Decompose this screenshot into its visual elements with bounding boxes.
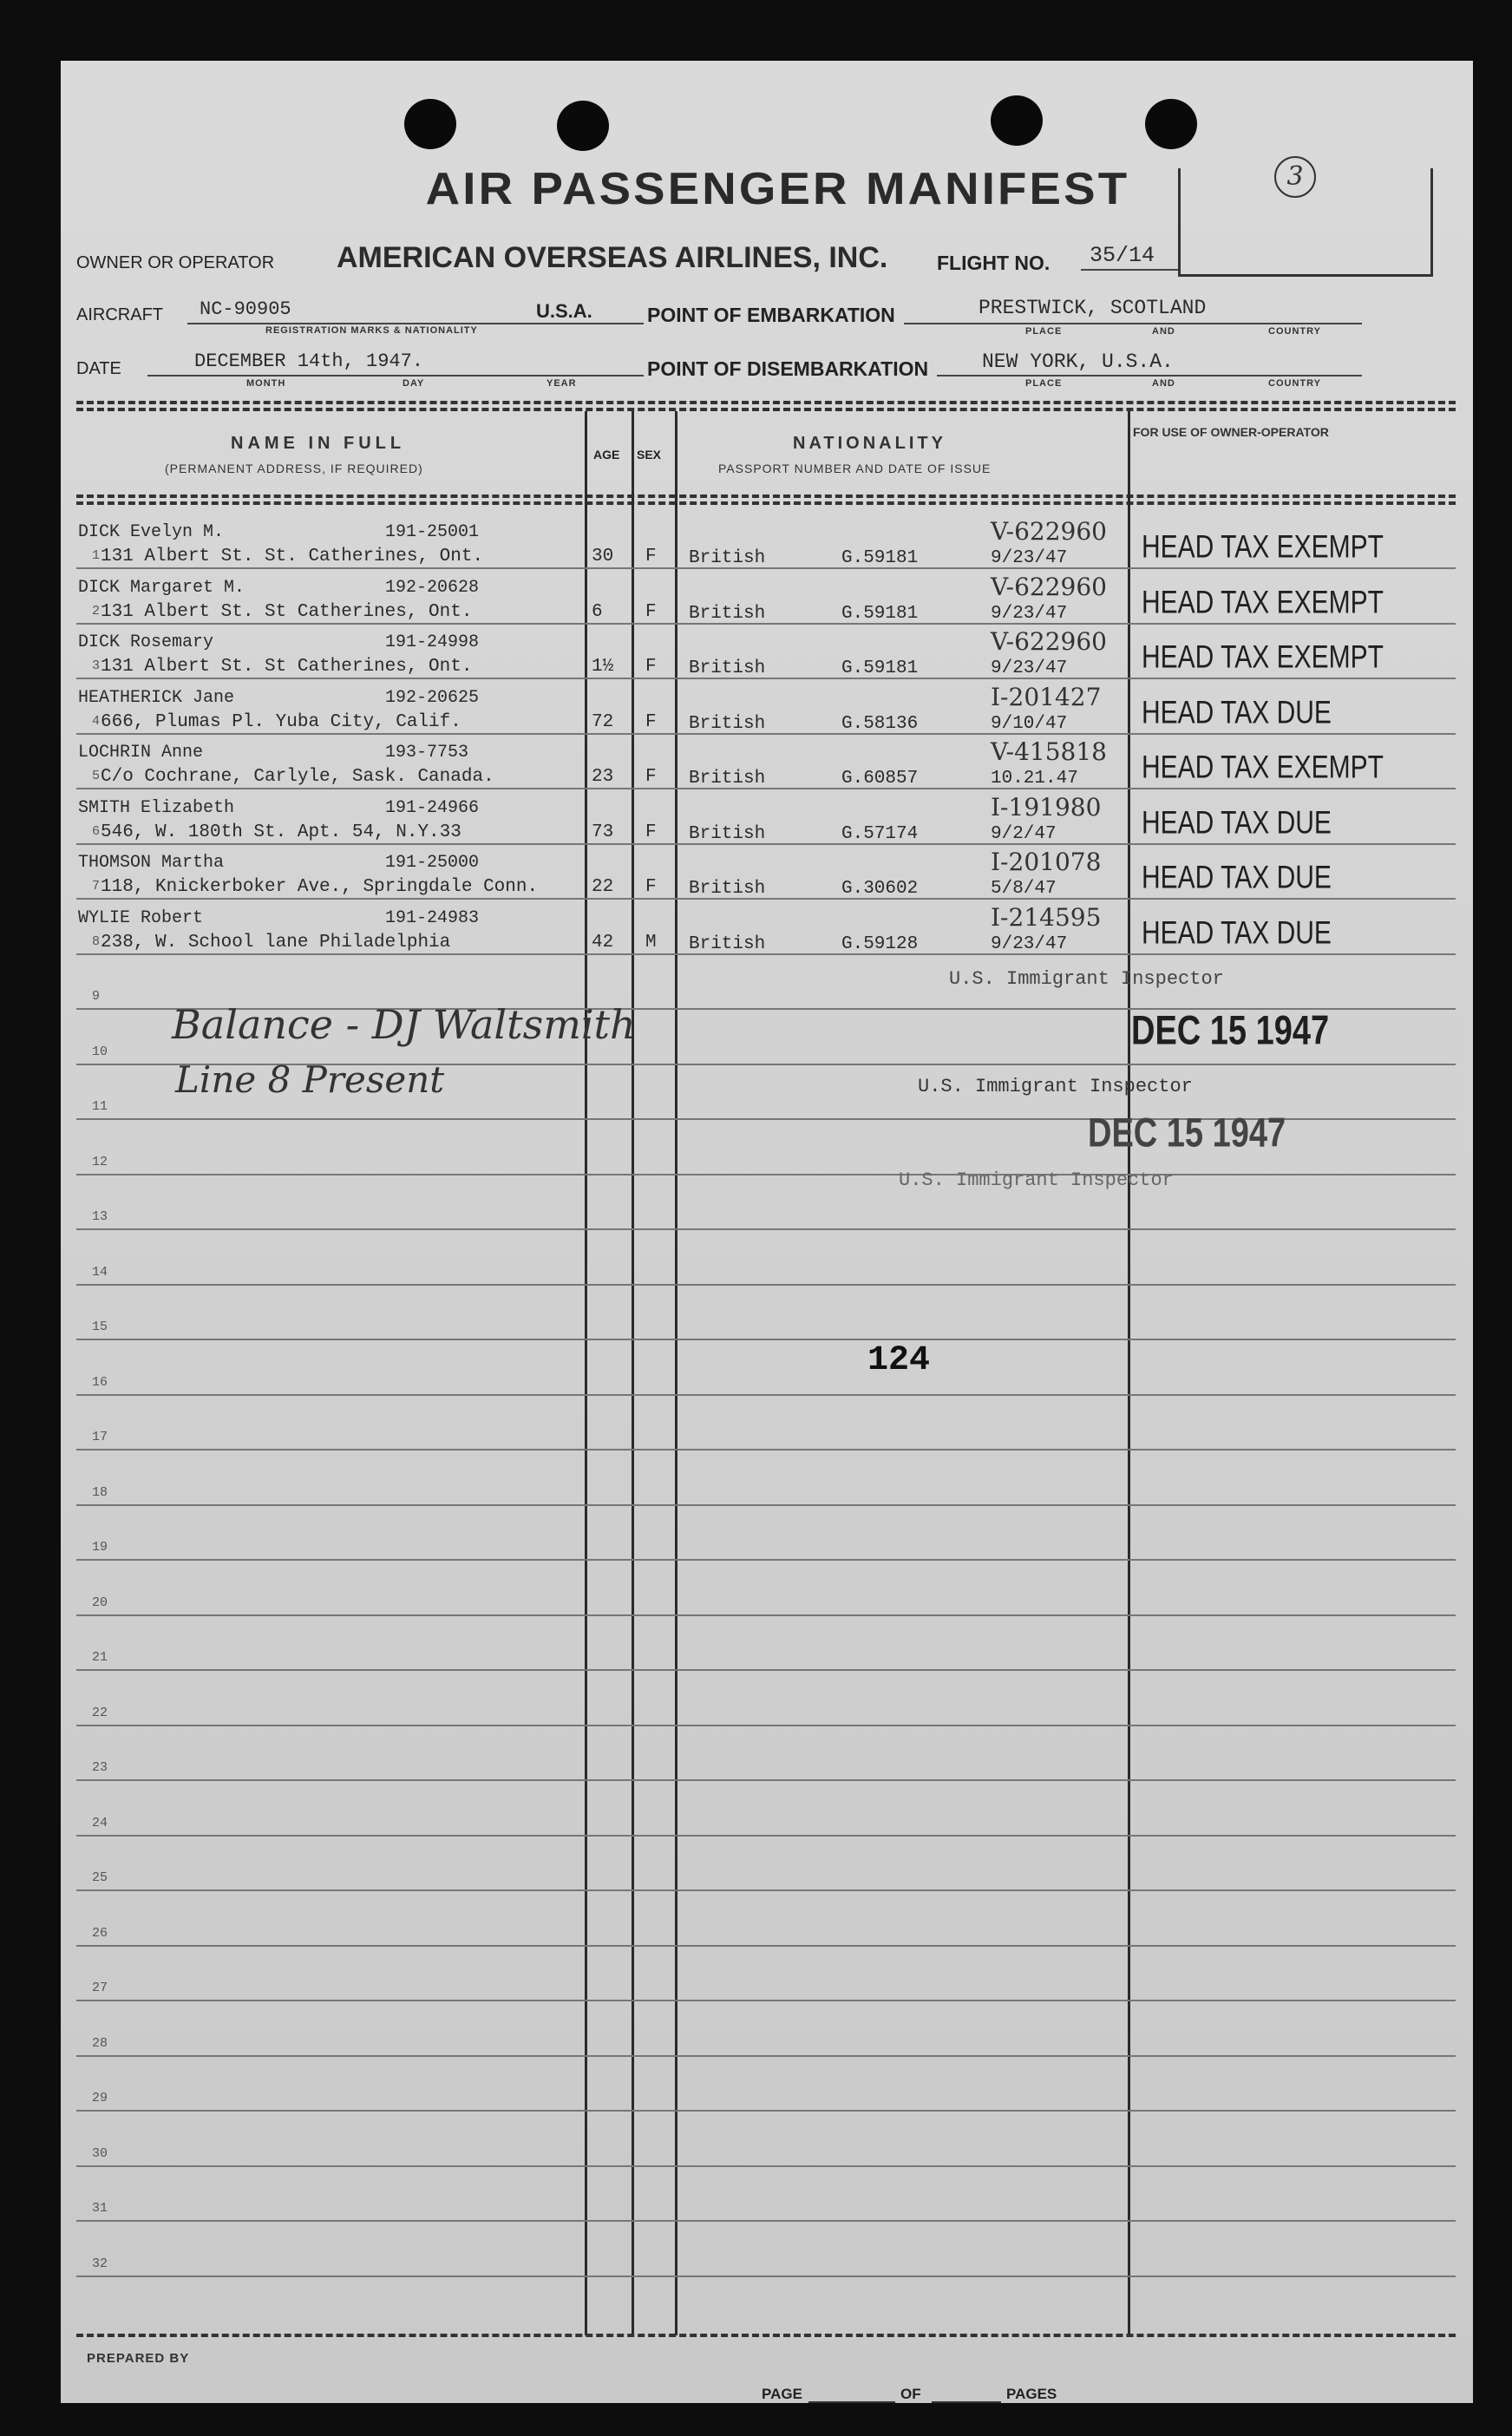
passenger-file-number: 191-24966	[385, 797, 480, 818]
manifest-title: AIR PASSENGER MANIFEST	[425, 164, 1130, 214]
passenger-passport-number: G.59181	[841, 658, 919, 678]
aircraft-nationality: U.S.A.	[536, 300, 592, 322]
col-name-title: NAME IN FULL	[231, 434, 406, 453]
row-number: 2	[92, 603, 101, 619]
row-number: 29	[92, 2091, 108, 2105]
row-number: 31	[92, 2201, 108, 2216]
row-rule	[76, 1284, 1456, 1286]
footer-of-blank	[932, 2401, 1001, 2403]
head-tax-stamp: HEAD TAX DUE	[1142, 914, 1332, 951]
row-rule	[76, 1449, 1456, 1450]
row-number: 1	[92, 548, 101, 563]
passenger-address: 118, Knickerboker Ave., Springdale Conn.	[101, 877, 539, 897]
passenger-issue-date: 9/23/47	[991, 548, 1068, 568]
flight-underline	[1081, 269, 1178, 271]
row-number: 20	[92, 1595, 108, 1610]
row-number: 4	[92, 713, 101, 729]
footer-page-blank	[808, 2401, 895, 2403]
passenger-visa-number: I-191980	[991, 792, 1102, 822]
row-number: 13	[92, 1209, 108, 1224]
month-label: MONTH	[246, 378, 286, 389]
passenger-sex: F	[645, 767, 657, 787]
row-number: 21	[92, 1650, 108, 1665]
passenger-nationality: British	[689, 713, 766, 734]
header-border-bottom	[76, 494, 1456, 498]
date-stamp-1: DEC 15 1947	[1131, 1008, 1330, 1054]
flight-value: 35/14	[1090, 243, 1155, 268]
disembarkation-label: POINT OF DISEMBARKATION	[647, 357, 929, 380]
passenger-nationality: British	[689, 879, 766, 899]
punch-hole	[557, 101, 609, 151]
passenger-name: DICK Margaret M.	[78, 577, 245, 598]
passenger-file-number: 193-7753	[385, 743, 469, 763]
head-tax-stamp: HEAD TAX DUE	[1142, 804, 1332, 841]
disembark-and-label: AND	[1152, 378, 1175, 389]
head-tax-stamp: HEAD TAX EXEMPT	[1142, 639, 1384, 676]
inspector-label-3: U.S. Immigrant Inspector	[899, 1169, 1174, 1191]
passenger-visa-number: V-622960	[991, 572, 1107, 601]
passenger-age: 6	[592, 601, 603, 622]
row-number: 28	[92, 2035, 108, 2051]
passenger-row	[61, 682, 1473, 743]
disembarkation-value: NEW YORK, U.S.A.	[982, 350, 1174, 373]
passenger-visa-number: V-622960	[991, 517, 1107, 546]
col-name-sub: (PERMANENT ADDRESS, IF REQUIRED)	[165, 462, 423, 475]
passenger-visa-number: V-622960	[991, 627, 1107, 656]
day-label: DAY	[403, 378, 425, 389]
row-number: 12	[92, 1154, 108, 1169]
passenger-address: 546, W. 180th St. Apt. 54, N.Y.33	[101, 822, 461, 842]
passenger-row	[61, 572, 1473, 633]
passenger-address: 131 Albert St. St. Catherines, Ont.	[101, 547, 484, 566]
manifest-sheet	[61, 61, 1473, 2403]
passenger-address: 131 Albert St. St Catherines, Ont.	[101, 657, 473, 677]
inspector-label-1: U.S. Immigrant Inspector	[949, 968, 1224, 990]
passenger-sex: F	[645, 547, 657, 566]
passenger-sex: F	[645, 601, 657, 622]
passenger-nationality: British	[689, 823, 766, 844]
row-number: 3	[92, 658, 101, 673]
row-number: 25	[92, 1870, 108, 1885]
passenger-visa-number: I-201427	[991, 682, 1102, 711]
passenger-name: DICK Rosemary	[78, 632, 214, 652]
row-number: 8	[92, 933, 101, 949]
footer-pages-label: PAGES	[1006, 2386, 1057, 2402]
row-rule	[76, 1228, 1456, 1230]
row-number: 15	[92, 1320, 108, 1334]
passenger-name: DICK Evelyn M.	[78, 522, 225, 542]
flight-label: FLIGHT NO.	[937, 252, 1051, 274]
passenger-nationality: British	[689, 769, 766, 789]
col-sex: SEX	[637, 448, 662, 462]
handwritten-line-note: Line 8 Present	[175, 1058, 445, 1101]
passenger-row	[61, 627, 1473, 688]
aircraft-label: AIRCRAFT	[76, 305, 163, 324]
header-border-bottom-2	[76, 501, 1456, 505]
passenger-issue-date: 9/2/47	[991, 823, 1057, 844]
row-rule	[76, 1725, 1456, 1726]
passenger-row	[61, 848, 1473, 908]
passenger-passport-number: G.30602	[841, 879, 919, 899]
row-number: 9	[92, 989, 101, 1004]
passenger-issue-date: 5/8/47	[991, 879, 1057, 899]
row-rule	[76, 2220, 1456, 2222]
official-use-box	[1178, 161, 1433, 277]
passenger-issue-date: 9/23/47	[991, 933, 1068, 954]
header-border-top-2	[76, 408, 1456, 411]
passenger-issue-date: 10.21.47	[991, 769, 1078, 789]
passenger-age: 23	[592, 767, 614, 787]
row-rule	[76, 2000, 1456, 2001]
passenger-sex: F	[645, 877, 657, 897]
passenger-age: 72	[592, 711, 614, 732]
passenger-address: 131 Albert St. St Catherines, Ont.	[101, 601, 473, 622]
passenger-file-number: 192-20628	[385, 577, 480, 598]
passenger-address: C/o Cochrane, Carlyle, Sask. Canada.	[101, 767, 494, 787]
passenger-file-number: 191-25001	[385, 522, 480, 542]
row-rule	[76, 1174, 1456, 1175]
row-rule	[76, 1614, 1456, 1616]
prepared-by-label: PREPARED BY	[87, 2351, 190, 2366]
passenger-age: 73	[592, 822, 614, 842]
embark-place-label: PLACE	[1025, 326, 1063, 337]
embarkation-value: PRESTWICK, SCOTLAND	[979, 297, 1207, 319]
row-number: 26	[92, 1925, 108, 1941]
disembark-place-label: PLACE	[1025, 378, 1063, 389]
footer-border	[76, 2334, 1456, 2337]
row-rule	[76, 2110, 1456, 2112]
date-stamp-2: DEC 15 1947	[1088, 1110, 1286, 1156]
row-number: 22	[92, 1705, 108, 1720]
row-number: 18	[92, 1484, 108, 1500]
row-number: 11	[92, 1099, 108, 1114]
passenger-age: 22	[592, 877, 614, 897]
date-underline	[147, 375, 644, 377]
row-number: 5	[92, 769, 101, 783]
row-rule	[76, 1835, 1456, 1837]
passenger-file-number: 191-24998	[385, 632, 480, 652]
passenger-passport-number: G.57174	[841, 823, 919, 844]
page-number-stamp: 124	[867, 1341, 931, 1380]
passenger-age: 1½	[592, 657, 614, 677]
passenger-row	[61, 737, 1473, 798]
passenger-nationality: British	[689, 933, 766, 954]
passenger-nationality: British	[689, 603, 766, 624]
footer-page-label: PAGE	[762, 2386, 802, 2402]
passenger-passport-number: G.59181	[841, 603, 919, 624]
inspector-label-2: U.S. Immigrant Inspector	[918, 1076, 1193, 1097]
embark-and-label: AND	[1152, 326, 1175, 337]
passenger-age: 30	[592, 547, 614, 566]
passenger-row	[61, 902, 1473, 964]
row-rule	[76, 1945, 1456, 1947]
row-number: 32	[92, 2256, 108, 2271]
row-number: 7	[92, 879, 101, 894]
passenger-name: SMITH Elizabeth	[78, 797, 235, 818]
corner-circled-mark: 3	[1274, 156, 1316, 198]
head-tax-stamp: HEAD TAX EXEMPT	[1142, 529, 1384, 566]
year-label: YEAR	[547, 378, 577, 389]
row-rule	[76, 2055, 1456, 2057]
passenger-nationality: British	[689, 548, 766, 568]
passenger-sex: M	[645, 932, 657, 953]
aircraft-value: NC-90905	[200, 298, 291, 320]
passenger-file-number: 191-25000	[385, 853, 480, 873]
passenger-sex: F	[645, 657, 657, 677]
passenger-issue-date: 9/23/47	[991, 658, 1068, 678]
row-number: 23	[92, 1760, 108, 1775]
disembark-country-label: COUNTRY	[1268, 378, 1321, 389]
passenger-name: LOCHRIN Anne	[78, 743, 204, 763]
row-rule	[76, 1669, 1456, 1671]
punch-hole	[1145, 99, 1197, 149]
passenger-nationality: British	[689, 658, 766, 678]
passenger-age: 42	[592, 932, 614, 953]
passenger-visa-number: I-201078	[991, 848, 1102, 876]
row-number: 14	[92, 1264, 108, 1280]
row-number: 10	[92, 1044, 108, 1059]
punch-hole	[404, 99, 456, 149]
row-rule	[76, 1889, 1456, 1891]
passenger-address: 666, Plumas Pl. Yuba City, Calif.	[101, 711, 461, 732]
passenger-file-number: 192-20625	[385, 687, 480, 708]
date-label: DATE	[76, 359, 121, 378]
passenger-visa-number: V-415818	[991, 737, 1107, 766]
row-number: 16	[92, 1374, 108, 1390]
col-owner-use: FOR USE OF OWNER-OPERATOR	[1133, 425, 1329, 439]
aircraft-underline	[187, 323, 644, 324]
passenger-name: WYLIE Robert	[78, 907, 204, 928]
handwritten-balance-note: Balance - DJ Waltsmith	[172, 1001, 636, 1048]
embarkation-underline	[904, 323, 1362, 324]
passenger-sex: F	[645, 822, 657, 842]
row-rule	[76, 1779, 1456, 1781]
passenger-passport-number: G.60857	[841, 769, 919, 789]
passenger-issue-date: 9/10/47	[991, 713, 1068, 734]
disembarkation-underline	[937, 375, 1362, 377]
owner-label: OWNER OR OPERATOR	[76, 253, 275, 272]
passenger-name: HEATHERICK Jane	[78, 687, 235, 708]
passenger-passport-number: G.59128	[841, 933, 919, 954]
row-number: 27	[92, 1981, 108, 1995]
col-nationality-title: NATIONALITY	[793, 434, 946, 453]
passenger-issue-date: 9/23/47	[991, 603, 1068, 624]
col-nationality-sub: PASSPORT NUMBER AND DATE OF ISSUE	[718, 462, 992, 475]
passenger-passport-number: G.59181	[841, 548, 919, 568]
row-rule	[76, 2165, 1456, 2167]
aircraft-sub-label: REGISTRATION MARKS & NATIONALITY	[265, 325, 478, 336]
row-rule	[76, 1559, 1456, 1561]
head-tax-stamp: HEAD TAX DUE	[1142, 860, 1332, 896]
col-age: AGE	[593, 448, 620, 462]
passenger-name: THOMSON Martha	[78, 853, 225, 873]
row-number: 30	[92, 2145, 108, 2161]
date-value: DECEMBER 14th, 1947.	[194, 350, 424, 372]
embark-country-label: COUNTRY	[1268, 326, 1321, 337]
passenger-sex: F	[645, 711, 657, 732]
passenger-row	[61, 517, 1473, 578]
footer-of-label: OF	[900, 2386, 921, 2402]
row-number: 19	[92, 1540, 108, 1555]
embarkation-label: POINT OF EMBARKATION	[647, 304, 895, 326]
owner-value: AMERICAN OVERSEAS AIRLINES, INC.	[337, 241, 888, 274]
header-border-top	[76, 401, 1456, 404]
row-number: 6	[92, 823, 101, 839]
passenger-row	[61, 792, 1473, 854]
passenger-passport-number: G.58136	[841, 713, 919, 734]
row-rule	[76, 2276, 1456, 2277]
head-tax-stamp: HEAD TAX EXEMPT	[1142, 750, 1384, 786]
head-tax-stamp: HEAD TAX DUE	[1142, 694, 1332, 730]
row-rule	[76, 1394, 1456, 1396]
passenger-visa-number: I-214595	[991, 902, 1102, 932]
row-number: 24	[92, 1815, 108, 1830]
row-rule	[76, 1504, 1456, 1506]
row-number: 17	[92, 1430, 108, 1444]
head-tax-stamp: HEAD TAX EXEMPT	[1142, 584, 1384, 620]
passenger-address: 238, W. School lane Philadelphia	[101, 932, 451, 953]
row-rule	[76, 1339, 1456, 1340]
passenger-file-number: 191-24983	[385, 907, 480, 928]
punch-hole	[991, 95, 1043, 146]
